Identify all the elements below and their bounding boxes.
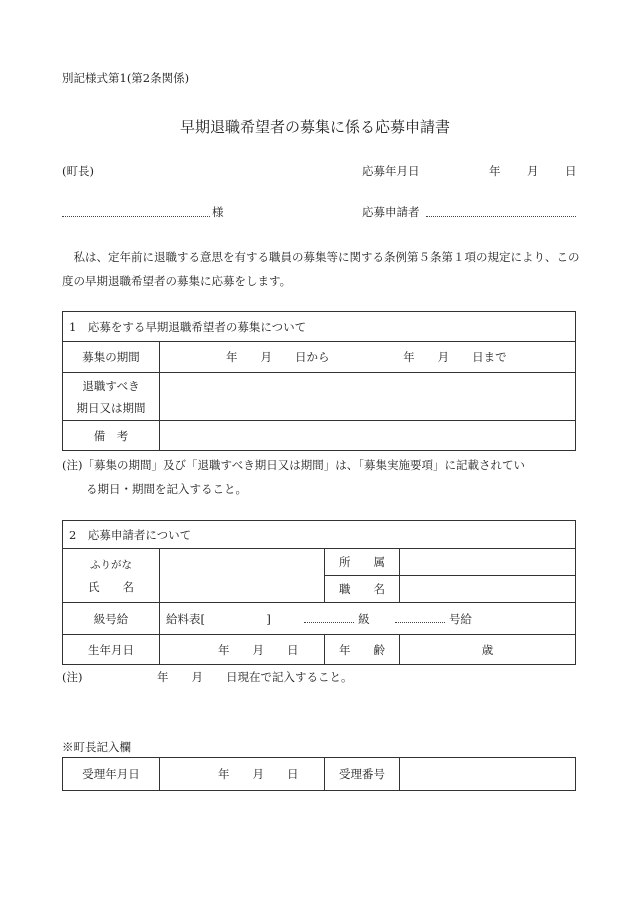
position-label: 職 名 — [325, 576, 400, 603]
application-statement: 私は、定年前に退職する意思を有する職員の募集等に関する条例第５条第１項の規定により、この度の早期退職希望者の募集に応募をします。 — [62, 250, 580, 288]
furigana-label: ふりがな — [90, 558, 132, 571]
name-field[interactable] — [160, 549, 325, 603]
receipt-number-label: 受理番号 — [325, 758, 400, 791]
addressee-label: (町長) — [62, 164, 94, 178]
birth-date-label: 生年月日 — [63, 635, 160, 665]
document-title: 早期退職希望者の募集に係る応募申請書 — [179, 118, 450, 136]
step-unit: 号給 — [448, 611, 472, 626]
remarks-field[interactable] — [160, 421, 576, 451]
full-name-label: 氏 名 — [88, 579, 134, 594]
grade-label: 級号給 — [63, 603, 160, 635]
application-year-label: 年 — [489, 164, 501, 178]
honorific-label: 様 — [212, 205, 224, 219]
mayor-section-heading: ※町長記入欄 — [62, 740, 131, 754]
section1-heading: 1 応募をする早期退職希望者の募集について — [63, 312, 576, 342]
section2-note-rest: 年 月 日現在で記入すること。 — [157, 670, 353, 684]
section1-note-line1: (注)「募集の期間」及び「退職すべき期日又は期間」は、「募集実施要項」に記載されてい — [62, 458, 525, 472]
period-from: 年 月 日から — [226, 350, 330, 364]
application-month-label: 月 — [527, 164, 539, 178]
birth-date-value: 年 月 日 — [218, 642, 299, 657]
age-unit: 歳 — [481, 642, 494, 657]
receipt-date-value: 年 月 日 — [218, 767, 299, 781]
mayor-table — [62, 757, 576, 791]
section2-heading: 2 応募申請者について — [63, 521, 576, 549]
retirement-date-label — [63, 373, 160, 421]
recruitment-period-label: 募集の期間 — [63, 342, 160, 373]
addressee-name-field[interactable] — [62, 216, 210, 217]
position-field[interactable] — [400, 576, 576, 603]
applicant-label: 応募申請者 — [362, 205, 420, 219]
remarks-label: 備 考 — [63, 421, 160, 451]
recruitment-table — [62, 311, 576, 451]
name-label — [63, 549, 160, 603]
period-to: 年 月 日まで — [403, 350, 507, 364]
receipt-number-field[interactable] — [400, 758, 576, 791]
recruitment-period-field[interactable] — [160, 342, 576, 373]
section1-note-line2: る期日・期間を記入すること。 — [86, 482, 247, 496]
receipt-date-label: 受理年月日 — [63, 758, 160, 791]
age-label: 年 齢 — [325, 635, 400, 665]
retirement-label-line2: 期日又は期間 — [76, 400, 146, 415]
salary-table-label: 給料表[ — [166, 611, 205, 626]
affiliation-label: 所 属 — [325, 549, 400, 576]
retirement-date-field[interactable] — [160, 373, 576, 421]
step-number-field[interactable] — [395, 622, 445, 623]
form-identifier: 別記様式第1(第2条関係) — [62, 71, 190, 85]
salary-table-close: ] — [266, 611, 271, 626]
grade-unit: 級 — [358, 611, 370, 626]
affiliation-field[interactable] — [400, 549, 576, 576]
receipt-date-field[interactable] — [160, 758, 325, 791]
application-date-label: 応募年月日 — [362, 164, 420, 178]
grade-number-field[interactable] — [304, 622, 354, 623]
applicant-name-field[interactable] — [426, 216, 576, 217]
birth-date-field[interactable] — [160, 635, 325, 665]
application-day-label: 日 — [565, 164, 577, 178]
section2-note-prefix: (注) — [62, 670, 83, 684]
retirement-label-line1: 退職すべき — [82, 378, 140, 393]
applicant-table — [62, 520, 576, 665]
age-field[interactable] — [400, 635, 576, 665]
grade-field[interactable] — [160, 603, 576, 635]
